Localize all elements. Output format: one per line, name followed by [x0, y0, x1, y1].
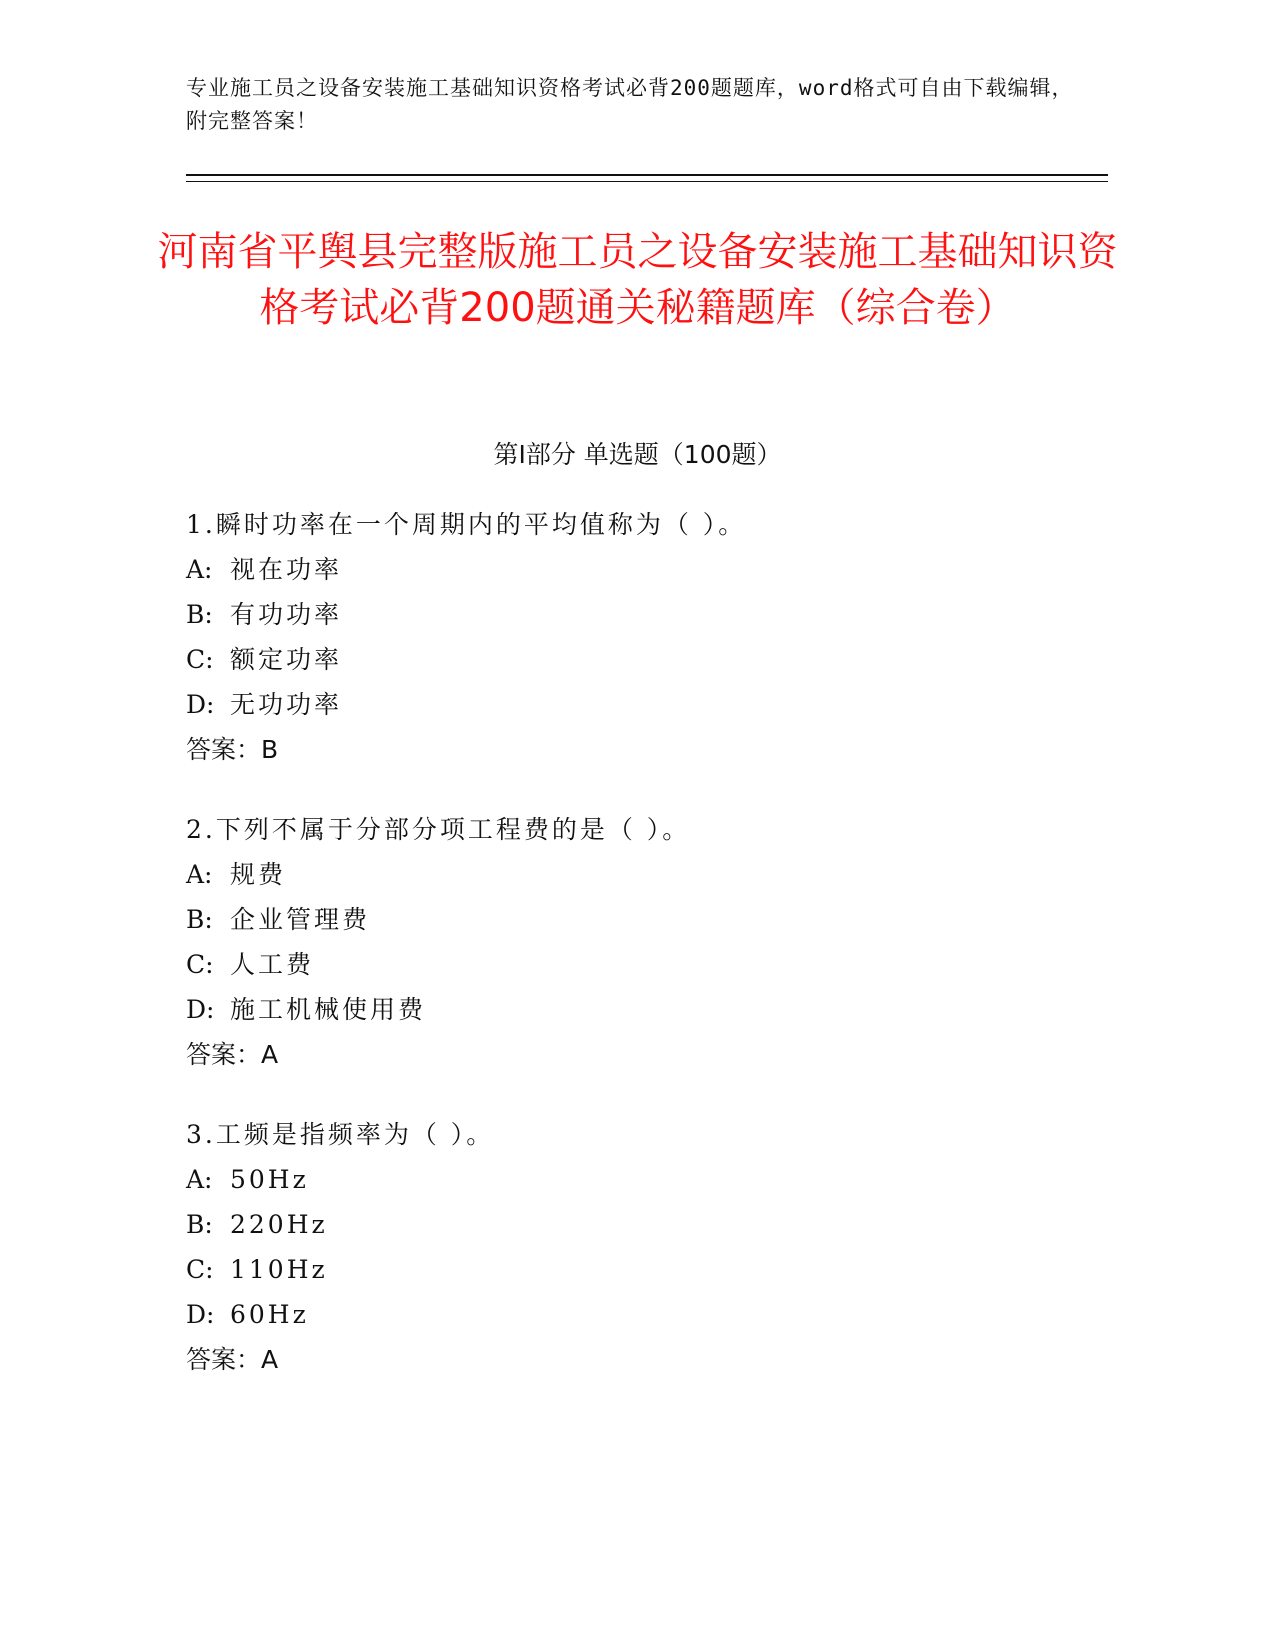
option-text: 企业管理费	[230, 905, 371, 934]
option-text: 额定功率	[230, 645, 343, 674]
option-text: 无功功率	[230, 690, 343, 719]
option-text: 施工机械使用费	[230, 995, 427, 1024]
option-a	[186, 852, 1106, 897]
header-note: 专业施工员之设备安装施工基础知识资格考试必背200题题库，word格式可自由下载编辑，附完整答案！	[186, 76, 1074, 133]
question-1	[186, 502, 1106, 772]
option-a	[186, 1157, 1106, 1202]
option-b	[186, 1202, 1106, 1247]
option-c	[186, 637, 1106, 682]
option-key: D:	[186, 1300, 215, 1329]
option-a	[186, 547, 1106, 592]
option-d	[186, 682, 1106, 727]
option-c	[186, 942, 1106, 987]
option-text: 110Hz	[230, 1255, 328, 1284]
question-3	[186, 1112, 1106, 1382]
document-title: 河南省平舆县完整版施工员之设备安装施工基础知识资格考试必背200题通关秘籍题库（综合卷）	[157, 229, 1118, 331]
answer-line: 答案：B	[186, 735, 279, 764]
section-heading: 第I部分 单选题（100题）	[493, 440, 782, 469]
option-key: C:	[186, 645, 214, 674]
answer-line: 答案：A	[186, 1040, 279, 1069]
option-key: B:	[186, 1210, 213, 1239]
option-text: 220Hz	[230, 1210, 328, 1239]
option-text: 50Hz	[230, 1165, 309, 1194]
option-b	[186, 897, 1106, 942]
option-key: B:	[186, 600, 213, 629]
option-text: 规费	[230, 860, 287, 889]
option-d	[186, 987, 1106, 1032]
question-stem: 2.下列不属于分部分项工程费的是（ ）。	[186, 815, 691, 844]
header-rule-thin	[186, 181, 1108, 182]
option-d	[186, 1292, 1106, 1337]
option-key: C:	[186, 950, 214, 979]
option-key: D:	[186, 995, 215, 1024]
question-stem: 1.瞬时功率在一个周期内的平均值称为（ ）。	[186, 510, 747, 539]
option-key: A:	[186, 555, 213, 584]
option-text: 有功功率	[230, 600, 343, 629]
option-text: 视在功率	[230, 555, 343, 584]
option-key: C:	[186, 1255, 214, 1284]
option-key: A:	[186, 860, 213, 889]
option-key: A:	[186, 1165, 213, 1194]
question-stem: 3.工频是指频率为（ ）。	[186, 1120, 495, 1149]
option-c	[186, 1247, 1106, 1292]
option-b	[186, 592, 1106, 637]
header-rule-thick	[186, 174, 1108, 176]
question-2	[186, 807, 1106, 1077]
option-key: D:	[186, 690, 215, 719]
option-text: 60Hz	[230, 1300, 309, 1329]
option-text: 人工费	[230, 950, 315, 979]
answer-line: 答案：A	[186, 1345, 279, 1374]
option-key: B:	[186, 905, 213, 934]
